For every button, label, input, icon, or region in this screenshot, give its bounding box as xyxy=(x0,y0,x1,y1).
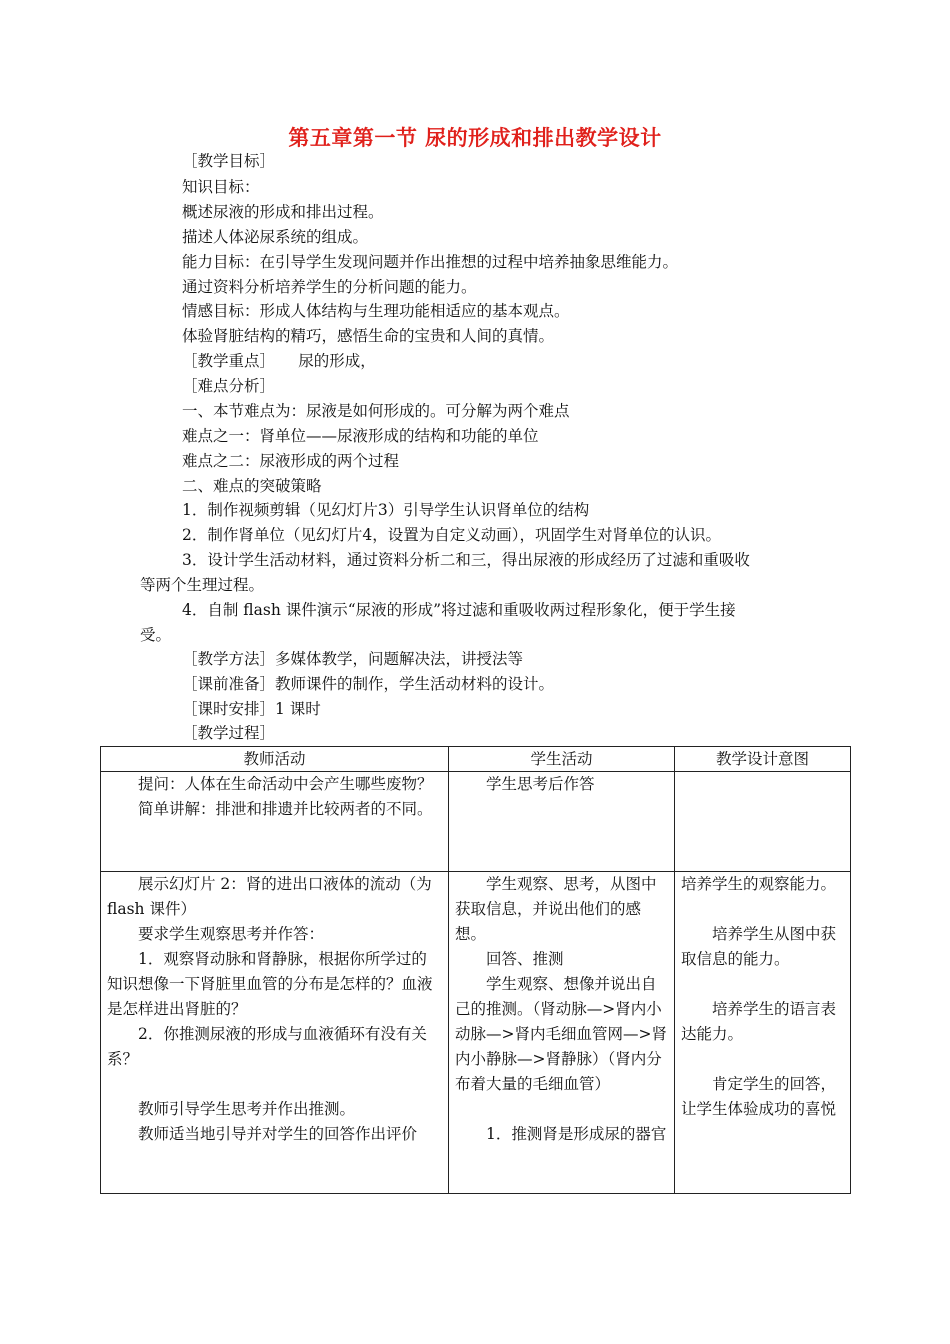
teacher-activity-cell xyxy=(101,772,449,872)
student-text: 回答、推测 xyxy=(486,950,564,968)
spacer xyxy=(455,1097,668,1122)
strategy-heading: 二、难点的突破策略 xyxy=(182,477,322,495)
difficulty-1: 一、本节难点为：尿液是如何形成的。可分解为两个难点 xyxy=(182,402,570,420)
teacher-text: 1．观察肾动脉和肾静脉，根据你所学过的知识想像一下肾脏里血管的分布是怎样的？血液是怎样进出肾脏的？ xyxy=(107,950,433,1018)
table-header-row xyxy=(101,747,851,772)
schedule: ［课时安排］1 课时 xyxy=(182,700,321,718)
intent-text: 培养学生的观察能力。 xyxy=(681,875,837,893)
knowledge-item-1: 概述尿液的形成和排出过程。 xyxy=(182,203,384,221)
intent-text: 培养学生的语言表达能力。 xyxy=(681,1000,837,1043)
teacher-text: 展示幻灯片 2：肾的进出口液体的流动（为 flash 课件） xyxy=(107,875,432,918)
teacher-text: 简单讲解：排泄和排遗并比较两者的不同。 xyxy=(138,800,433,818)
spacer xyxy=(681,897,844,922)
header-intent: 教学设计意图 xyxy=(675,747,851,772)
difficulty-3: 难点之二：尿液形成的两个过程 xyxy=(182,452,400,470)
difficulty-2: 难点之一：肾单位——尿液形成的结构和功能的单位 xyxy=(182,427,539,445)
strategy-3b: 等两个生理过程。 xyxy=(140,576,265,594)
student-text: 学生观察、思考，从图中获取信息，并说出他们的感想。 xyxy=(455,875,657,943)
document-title: 第五章第一节 尿的形成和排出教学设计 xyxy=(288,126,662,150)
student-text: 1．推测肾是形成尿的器官 xyxy=(486,1125,667,1143)
teacher-text: 教师引导学生思考并作出推测。 xyxy=(138,1100,356,1118)
process-heading: ［教学过程］ xyxy=(182,724,276,742)
strategy-4a: 4．自制 flash 课件演示“尿液的形成”将过滤和重吸收两过程形象化，便于学生接 xyxy=(182,601,736,619)
header-teacher: 教师活动 xyxy=(101,747,449,772)
spacer xyxy=(681,1047,844,1072)
spacer xyxy=(681,972,844,997)
preparation: ［课前准备］教师课件的制作，学生活动材料的设计。 xyxy=(182,675,555,693)
teacher-activity-cell xyxy=(101,872,449,1194)
teaching-method: ［教学方法］多媒体教学，问题解决法，讲授法等 xyxy=(182,650,524,668)
strategy-3a: 3．设计学生活动材料，通过资料分析二和三，得出尿液的形成经历了过滤和重吸收 xyxy=(182,551,750,569)
student-activity-cell xyxy=(449,872,675,1194)
spacer xyxy=(107,1072,442,1097)
knowledge-item-2: 描述人体泌尿系统的组成。 xyxy=(182,228,369,246)
table-row xyxy=(101,772,851,872)
student-text: 学生观察、想像并说出自己的推测。（肾动脉—>肾内小动脉—>肾内毛细血管网—>肾内小静脉—>肾静脉）（肾内分布着大量的毛细血管） xyxy=(455,975,667,1093)
ability-goal: 能力目标：在引导学生发现问题并作出推想的过程中培养抽象思维能力。 xyxy=(182,253,679,271)
difficulty-heading: ［难点分析］ xyxy=(182,377,276,395)
intent-cell xyxy=(675,872,851,1194)
teacher-text: 要求学生观察思考并作答： xyxy=(138,925,325,943)
student-text: 学生思考后作答 xyxy=(486,775,595,793)
objectives-heading: ［教学目标］ xyxy=(182,152,276,170)
ability-goal-2: 通过资料分析培养学生的分析问题的能力。 xyxy=(182,278,477,296)
emotion-goal: 情感目标：形成人体结构与生理功能相适应的基本观点。 xyxy=(182,302,570,320)
strategy-2: 2．制作肾单位（见幻灯片4，设置为自定义动画），巩固学生对肾单位的认识。 xyxy=(182,526,721,544)
intent-text: 肯定学生的回答，让学生体验成功的喜悦 xyxy=(681,1075,837,1118)
teacher-text: 2．你推测尿液的形成与血液循环有没有关系？ xyxy=(107,1025,427,1068)
table-row xyxy=(101,872,851,1194)
teacher-text: 提问：人体在生命活动中会产生哪些废物？ xyxy=(138,775,433,793)
strategy-4b: 受。 xyxy=(140,626,172,644)
student-activity-cell xyxy=(449,772,675,872)
emotion-goal-2: 体验肾脏结构的精巧，感悟生命的宝贵和人间的真情。 xyxy=(182,327,555,345)
strategy-1: 1．制作视频剪辑（见幻灯片3）引导学生认识肾单位的结构 xyxy=(182,501,590,519)
intent-cell xyxy=(675,772,851,872)
header-student: 学生活动 xyxy=(449,747,675,772)
intent-text: 培养学生从图中获取信息的能力。 xyxy=(681,925,837,968)
knowledge-label: 知识目标： xyxy=(182,178,260,196)
teaching-focus: ［教学重点］ 尿的形成， xyxy=(182,352,376,370)
teacher-text: 教师适当地引导并对学生的回答作出评价 xyxy=(138,1125,418,1143)
process-table xyxy=(100,746,851,1194)
